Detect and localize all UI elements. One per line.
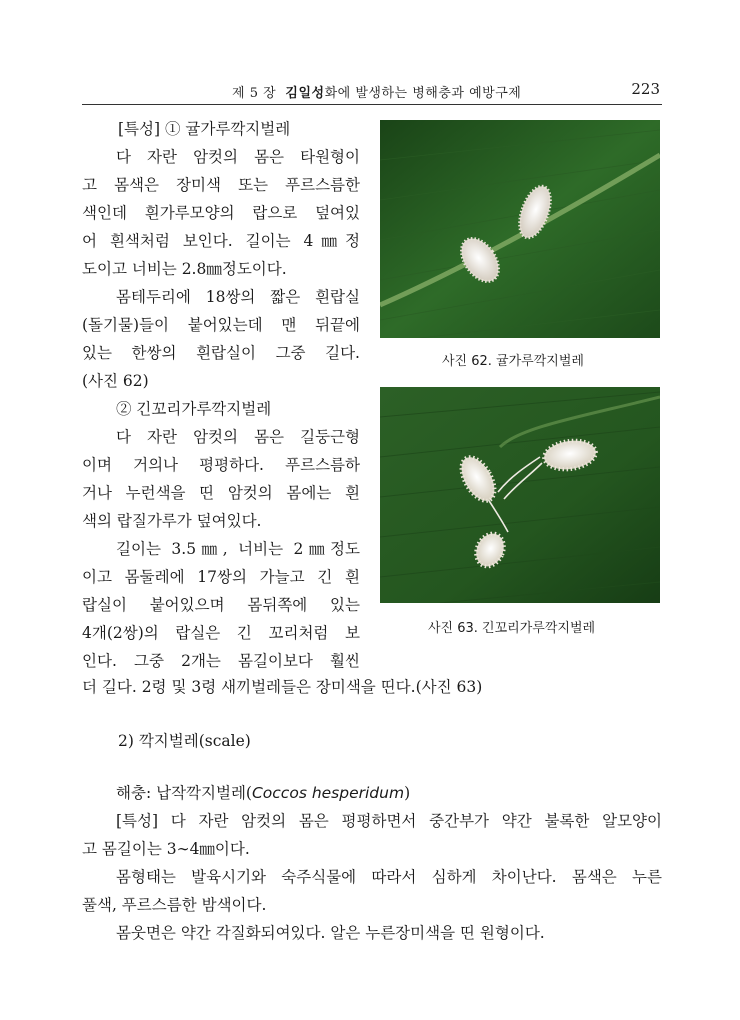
page-header [82,80,662,105]
text-line: 있는 한쌍의 흰랍실이 그중 길다. [82,344,360,362]
text-line: 더 길다. 2령 및 3령 새끼벌레들은 장미색을 띤다.(사진 63) [82,678,483,696]
text-line: 고 몸길이는 3∼4㎜이다. [82,840,250,858]
pest-label: 해충: 납작깍지벌레( [116,784,252,802]
text-line: 4개(2쌍)의 랍실은 긴 꼬리처럼 보 [82,624,360,642]
text-line: (돌기물)들이 붙어있는데 맨 뒤끝에 [82,316,360,334]
text-line: 다 자란 암컷의 몸은 길둥근형 [116,428,360,446]
text-line: 거나 누런색을 띤 암컷의 몸에는 흰 [82,484,360,502]
text-line: 어 흰색처럼 보인다. 길이는 4㎜정 [82,232,360,250]
text-line: 길이는 3.5㎜, 너비는 2㎜정도 [116,540,360,558]
title-rest: 화에 발생하는 병해충과 예방구제 [324,86,522,101]
section3-heading: 2) 깍지벌레(scale) [118,732,251,750]
pest-line [116,782,410,804]
text-line: 몸형태는 발육시기와 숙주식물에 따라서 심하게 차이난다. 몸색은 누른 [116,868,662,886]
text-line: (사진 62) [82,372,149,390]
pest-latin-name: Coccos hesperidum [251,784,405,802]
photo-63 [380,387,660,603]
running-title [232,82,521,101]
text-line: 도이고 너비는 2.8㎜정도이다. [82,260,287,278]
text-line: [특성] 다 자란 암컷의 몸은 평평하면서 중간부가 약간 불록한 알모양이 [116,812,662,830]
text-line: 이며 거의나 평평하다. 푸르스름하 [82,456,360,474]
text-line: 랍실이 붙어있으며 몸뒤쪽에 있는 [82,596,360,614]
section1-heading: [특성] ① 귤가루깍지벌레 [118,120,291,138]
photo-63-caption: 사진 63. 긴꼬리가루깍지벌레 [428,621,596,636]
page-number: 223 [631,80,660,98]
section2-heading: ② 긴꼬리가루깍지벌레 [116,400,272,418]
photo-62-caption: 사진 62. 귤가루깍지벌레 [442,354,584,369]
text-line: 인다. 그중 2개는 몸길이보다 훨씬 [82,652,360,670]
text-line: 색인데 흰가루모양의 랍으로 덮여있 [82,204,360,222]
pest-close: ) [404,784,411,802]
text-line: 이고 몸둘레에 17쌍의 가늘고 긴 흰 [82,568,360,586]
text-line: 색의 랍질가루가 덮여있다. [82,512,262,530]
text-line: 풀색, 푸르스름한 밤색이다. [82,896,267,914]
leaf-photo-image [380,387,660,603]
text-line: 몸웃면은 약간 각질화되여있다. 알은 누른장미색을 띤 원형이다. [116,924,545,942]
text-line: 몸테두리에 18쌍의 짧은 흰랍실 [116,288,360,306]
text-line: 다 자란 암컷의 몸은 타원형이 [116,148,360,166]
chapter-label: 제 5 장 [232,86,277,101]
leaf-photo-image [380,120,660,338]
title-bold: 김일성 [285,86,325,101]
text-line: 고 몸색은 장미색 또는 푸르스름한 [82,176,360,194]
photo-62 [380,120,660,338]
